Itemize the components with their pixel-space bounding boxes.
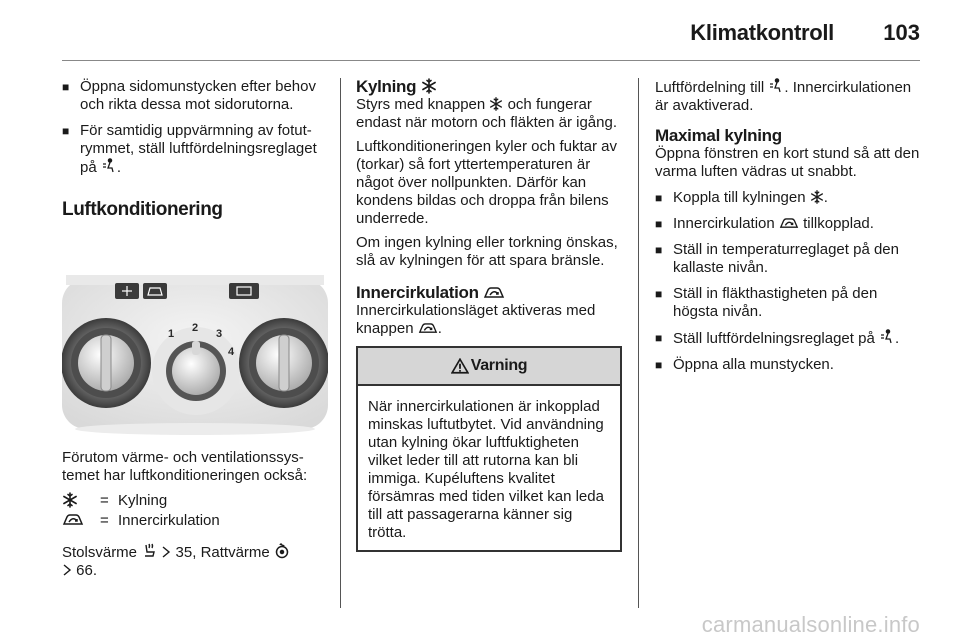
column-1: [62, 78, 326, 586]
dial-mark: 2: [192, 322, 199, 334]
bullet-list: [62, 78, 326, 177]
list-item-text: tillkopplad.: [803, 215, 874, 232]
bullet-list: [655, 189, 920, 374]
control-panel-illustration: [62, 233, 328, 437]
list-item: [62, 78, 326, 114]
list-item: [655, 285, 920, 321]
list-item-text: Ställ luftfördelningsreglaget på: [673, 330, 875, 347]
definition-label: Innercirkulation: [118, 512, 220, 529]
paragraph: Luftkonditioneringen kyler och fuktar av (torkar) så fort yttertemperaturen är något över nollpunkten. Därför kan kondens bildas och droppa från bilens underrede.: [356, 138, 617, 227]
paragraph-text: och fungerar endast när motorn och fläkten är igång.: [356, 96, 617, 131]
list-item-text: .: [894, 330, 900, 347]
section-heading: Luftkonditionering: [62, 199, 223, 220]
list-item-text: Ställ in temperaturreglaget på den kallaste nivån.: [673, 241, 899, 276]
paragraph-text: Styrs med knappen: [356, 96, 486, 113]
definition-row: [62, 511, 326, 531]
climate-control-figure: [62, 233, 328, 437]
paragraph: Om ingen kylning eller torkning önskas, slå av kylningen för att spara bränsle.: [356, 234, 618, 269]
foot-airflow-icon: [879, 329, 895, 345]
warning-box: [356, 346, 622, 552]
section-heading: [356, 78, 622, 96]
list-item-text: Öppna alla munstycken.: [673, 356, 834, 373]
snowflake-icon: [810, 190, 824, 204]
definition-label: Kylning: [118, 492, 168, 509]
foot-airflow-icon: [768, 78, 784, 94]
page-reference-icon: [62, 563, 72, 577]
header-rule: [62, 60, 920, 61]
snowflake-icon: [421, 78, 437, 94]
paragraph: Öppna fönstren en kort stund så att den varma luften vädras ut snabbt.: [655, 145, 920, 180]
page-reference-icon: [161, 545, 171, 559]
definition-row: [62, 491, 326, 511]
heading-text: Innercirkulation: [356, 283, 479, 302]
snowflake-icon: [62, 492, 78, 508]
paragraph-text: Luftfördelning till: [655, 79, 765, 96]
list-item: [655, 241, 920, 277]
list-item: [655, 356, 920, 374]
paragraph: [655, 78, 920, 115]
steering-wheel-heating-icon: [274, 543, 290, 559]
intro-paragraph: Förutom värme- och ventilationssystemet har luftkonditioneringen också:: [62, 449, 308, 484]
watermark: carmanualsonline.info: [701, 612, 920, 637]
list-item-text: Koppla till kylningen: [673, 189, 806, 206]
equals-sign: =: [100, 492, 109, 509]
list-item-text: Öppna sidomunstycken efter behov och rikta dessa mot sidorutorna.: [80, 78, 316, 113]
warning-body: När innercirkulationen är inkopplad minskas luftutbytet. Vid användning utan kylning ökar luftfuktigheten vilket leder till att rutorna kan bli immiga. Kupéluftens kvalitet försämras med tiden vilket kan leda till att passagerarna känner sig trötta.: [368, 398, 604, 541]
page-header: [0, 0, 960, 62]
column-divider-1: [340, 78, 341, 608]
dial-mark: 1: [168, 328, 175, 340]
equals-sign: =: [100, 512, 109, 529]
recirculation-icon: [62, 513, 84, 527]
paragraph-text: . Innercirkulationen är avaktiverad.: [655, 79, 912, 114]
heading-text: Kylning: [356, 77, 417, 96]
page-title: Klimatkontroll: [690, 20, 834, 45]
cross-reference: [62, 543, 326, 580]
recirculation-icon: [418, 322, 438, 335]
dial-mark: 4: [228, 346, 235, 358]
list-item: [655, 329, 920, 348]
section-heading: [356, 284, 622, 302]
paragraph-text: .: [437, 320, 442, 337]
list-item-text: .: [823, 189, 828, 206]
paragraph: [356, 96, 622, 132]
column-2: [356, 78, 622, 552]
dial-mark: 3: [216, 328, 223, 340]
section-heading: Maximal kylning: [655, 126, 782, 145]
seat-heating-icon: [141, 543, 157, 559]
symbol-definitions: [62, 491, 326, 531]
list-item-text: För samtidig uppvärmning av fotutrymmet, ställ luftfördelningsreglaget på: [80, 122, 317, 176]
recirculation-icon: [779, 217, 799, 230]
page-number: 103: [883, 20, 920, 45]
recirculation-icon: [483, 286, 505, 300]
paragraph: [356, 302, 622, 338]
warning-header: [358, 348, 620, 386]
warning-triangle-icon: [451, 358, 469, 374]
list-item-text: Innercirkulation: [673, 215, 775, 232]
list-item-text: .: [116, 159, 122, 176]
list-item-text: Ställ in fläkthastigheten på den högsta nivån.: [673, 285, 878, 320]
foot-airflow-icon: [101, 158, 117, 174]
cross-reference-text: 66.: [76, 562, 98, 579]
list-item: [655, 215, 920, 233]
column-divider-2: [638, 78, 639, 608]
snowflake-icon: [489, 97, 503, 111]
list-item: [62, 122, 326, 177]
paragraph-text: Innercirkulationsläget aktiveras med knappen: [356, 302, 596, 337]
warning-title: Varning: [470, 357, 528, 374]
list-item: [655, 189, 920, 207]
column-3: [655, 78, 920, 382]
cross-reference-text: 35, Rattvärme: [175, 544, 270, 561]
cross-reference-text: Stolsvärme: [62, 544, 138, 561]
